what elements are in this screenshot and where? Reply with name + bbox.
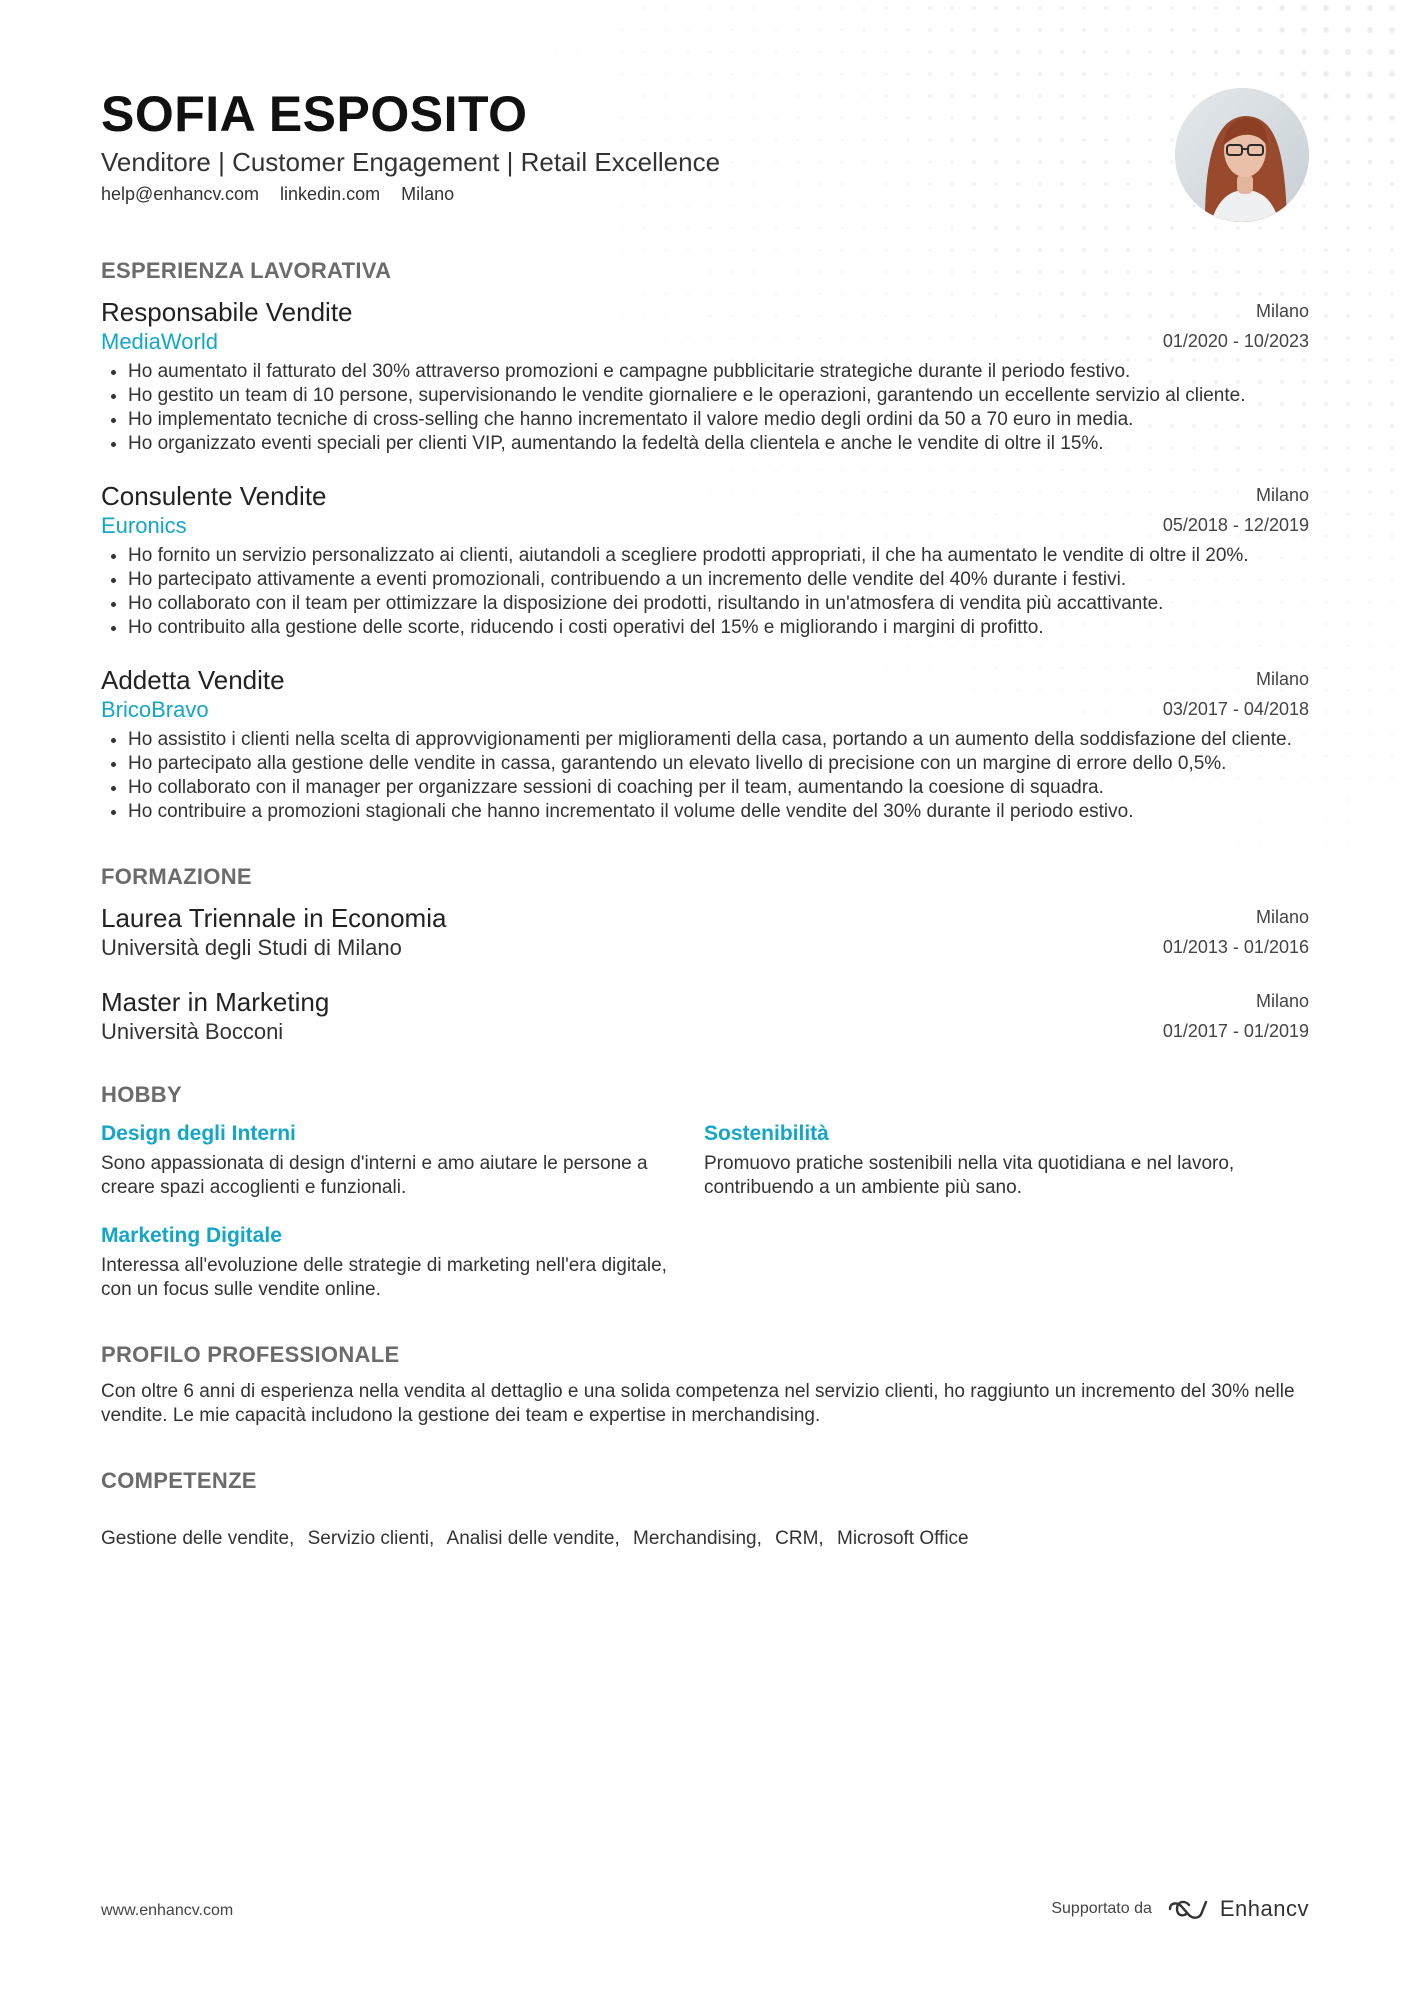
hobby-title: Design degli Interni [101,1122,296,1145]
company-name: BricoBravo [101,697,209,722]
hobby-grid [101,1120,1309,1302]
job-title: Consulente Vendite [101,481,327,511]
education-entry [101,902,1309,962]
achievement-item: • Ho contribuire a promozioni stagionali che hanno incrementato il volume delle vendite del 30% durante il periodo estivo. [128,800,1309,824]
profile-section [101,1342,1309,1428]
education-entry [101,986,1309,1046]
entry-header [101,480,1309,540]
section-title: PROFILO PROFESSIONALE [101,1342,400,1367]
achievement-list [101,544,1309,640]
skill-item: CRM, [775,1528,824,1549]
skill-item: Analisi delle vendite, [446,1528,620,1549]
skills-section [101,1468,1309,1550]
achievement-item: • Ho fornito un servizio personalizzato ai clienti, aiutandoli a scegliere prodotti appropriati, il che ha aumentato le vendite di oltre il 20%. [128,544,1309,568]
contact-linkedin[interactable]: linkedin.com [280,184,381,204]
hobby-item [101,1120,704,1200]
skill-item: Microsoft Office [837,1528,969,1549]
hobby-description: Promuovo pratiche sostenibili nella vita quotidiana e nel lavoro, contribuendo a un ambiente più sano. [704,1153,1235,1198]
entry-meta [1163,986,1309,1046]
entry-dates: 03/2017 - 04/2018 [1162,699,1309,719]
resume-header [101,86,1309,236]
company-name: Euronics [101,513,187,538]
achievement-item: • Ho collaborato con il manager per organizzare sessioni di coaching per il team, aumentando la coesione di squadra. [128,776,1309,800]
achievement-list [101,728,1309,824]
entry-meta [1163,902,1309,962]
degree-title: Master in Marketing [101,987,330,1017]
achievement-list [101,360,1309,456]
entry-meta [1163,296,1309,356]
profile-summary: Con oltre 6 anni di esperienza nella vendita al dettaglio e una solida competenza nel servizio clienti, ho raggiunto un incremento del 30% nelle vendite. Le mie capacità includono la gestione dei team e expertise in merchandising. [101,1381,1295,1426]
hobby-item [101,1222,704,1302]
enhancv-logo-icon [1166,1897,1212,1921]
entry-dates: 01/2020 - 10/2023 [1162,331,1309,351]
skill-item: Merchandising, [633,1528,762,1549]
education-section [101,864,1309,1046]
powered-by-label: Supportato da [1051,1900,1152,1917]
entry-dates: 01/2017 - 01/2019 [1162,1021,1309,1041]
achievement-item: • Ho organizzato eventi speciali per clienti VIP, aumentando la fedeltà della clientela e anche le vendite di oltre il 15%. [128,432,1309,456]
hobby-description: Sono appassionata di design d'interni e amo aiutare le persone a creare spazi accoglienti e funzionali. [101,1153,648,1198]
experience-section [101,258,1309,824]
achievement-item: • Ho partecipato attivamente a eventi promozionali, contribuendo a un incremento delle vendite del 40% durante i festivi. [128,568,1309,592]
brand-name: Enhancv [1219,1896,1309,1921]
job-title: Addetta Vendite [101,665,285,695]
resume-page [101,86,1309,1550]
contact-email[interactable]: help@enhancv.com [101,184,260,204]
achievement-item: • Ho partecipato alla gestione delle vendite in cassa, garantendo un elevato livello di precisione con un margine di errore dello 0,5%. [128,752,1309,776]
achievement-item: • Ho assistito i clienti nella scelta di approvvigionamenti per miglioramenti della casa, portando a un aumento della soddisfazione del cliente. [128,728,1309,752]
experience-entry [101,664,1309,824]
experience-entry [101,480,1309,640]
candidate-name: SOFIA ESPOSITO [101,86,528,142]
achievement-item: • Ho aumentato il fatturato del 30% attraverso promozioni e campagne pubblicitarie strategiche durante il periodo festivo. [128,360,1309,384]
section-title: FORMAZIONE [101,864,252,889]
section-title: COMPETENZE [101,1468,257,1493]
skill-item: Gestione delle vendite, [101,1528,295,1549]
hobby-description: Interessa all'evoluzione delle strategie di marketing nell'era digitale, con un focus sulle vendite online. [101,1255,667,1300]
footer-branding [1051,1896,1309,1922]
entry-location: Milano [1255,669,1309,689]
entry-meta [1163,480,1309,540]
degree-title: Laurea Triennale in Economia [101,903,447,933]
brand-logo[interactable] [1166,1896,1309,1922]
hobby-section [101,1082,1309,1302]
entry-header [101,902,1309,962]
skills-list [101,1528,1309,1550]
entry-header [101,296,1309,356]
school-name: Università degli Studi di Milano [101,935,402,960]
contact-row [101,184,1309,205]
entry-dates: 01/2013 - 01/2016 [1162,937,1309,957]
entry-location: Milano [1255,991,1309,1011]
section-title: HOBBY [101,1082,182,1107]
job-title: Responsabile Vendite [101,297,353,327]
section-title: ESPERIENZA LAVORATIVA [101,258,392,283]
avatar [1175,88,1309,222]
school-name: Università Bocconi [101,1019,284,1044]
skill-item: Servizio clienti, [307,1528,435,1549]
entry-header [101,664,1309,724]
experience-entry [101,296,1309,456]
achievement-item: • Ho collaborato con il team per ottimizzare la disposizione dei prodotti, risultando in un'atmosfera di vendita più accattivante. [128,592,1309,616]
achievement-item: • Ho contribuito alla gestione delle scorte, riducendo i costi operativi del 15% e migliorando i margini di profitto. [128,616,1309,640]
portrait-photo-icon [1175,88,1309,222]
entry-location: Milano [1255,301,1309,321]
candidate-tagline: Venditore | Customer Engagement | Retail Excellence [101,147,721,177]
entry-location: Milano [1255,907,1309,927]
footer-website[interactable]: www.enhancv.com [101,1902,234,1919]
achievement-item: • Ho gestito un team di 10 persone, supervisionando le vendite giornaliere e le operazioni, garantendo un eccellente servizio al cliente. [128,384,1309,408]
entry-dates: 05/2018 - 12/2019 [1162,515,1309,535]
hobby-title: Sostenibilità [704,1122,829,1145]
entry-header [101,986,1309,1046]
entry-meta [1163,664,1309,724]
hobby-item [704,1120,1309,1200]
achievement-item: • Ho implementato tecniche di cross-selling che hanno incrementato il valore medio degli ordini da 50 a 70 euro in media. [128,408,1309,432]
company-name: MediaWorld [101,329,218,354]
entry-location: Milano [1255,485,1309,505]
contact-location: Milano [401,184,455,204]
hobby-title: Marketing Digitale [101,1224,282,1247]
